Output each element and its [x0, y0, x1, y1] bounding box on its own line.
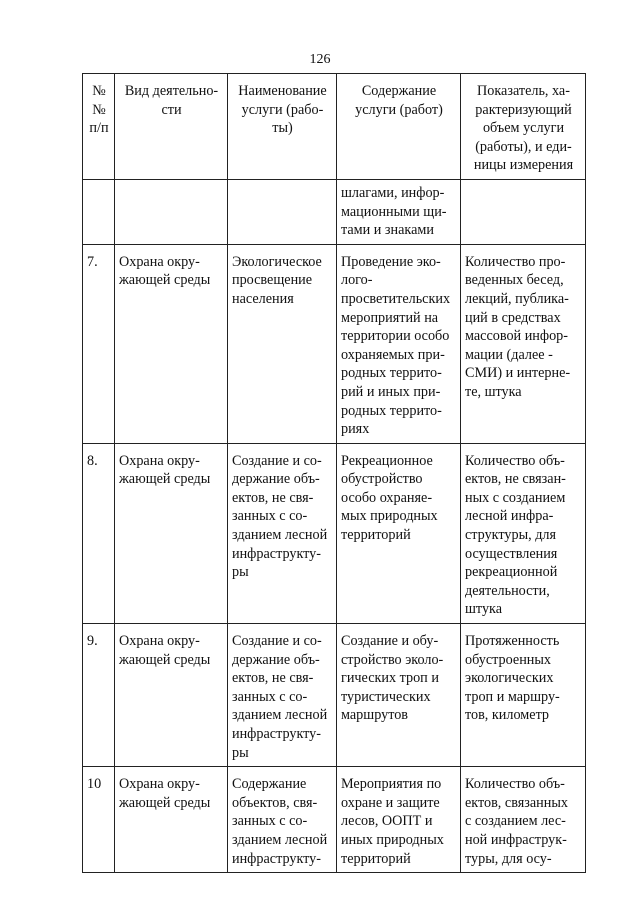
row-service-content: Создание и обу- стройство эколо- гических троп и туристических маршрутов	[337, 624, 461, 767]
header-activity: Вид деятельно- сти	[115, 74, 228, 180]
header-number: № № п/п	[83, 74, 115, 180]
row-indicator: Количество про- веденных бесед, лекций, публика- ций в средствах массовой инфор- мации (далее - СМИ) и интерне- те, штука	[461, 244, 586, 443]
services-table	[82, 73, 586, 873]
row-service-name: Содержание объектов, свя- занных с со- зданием лесной инфраструкту-	[228, 767, 337, 873]
row-activity: Охрана окру- жающей среды	[115, 767, 228, 873]
header-indicator: Показатель, ха- рактеризующий объем услуги (работы), и еди- ницы измерения	[461, 74, 586, 180]
table-row	[83, 624, 586, 767]
table-cell: шлагами, инфор- мационными щи- тами и знаками	[337, 179, 461, 244]
table-row	[83, 244, 586, 443]
row-number: 8.	[83, 443, 115, 623]
row-service-name: Экологическое просвещение населения	[228, 244, 337, 443]
row-service-content: Рекреационное обустройство особо охраняе- мых природных территорий	[337, 443, 461, 623]
row-service-name: Создание и со- держание объ- ектов, не свя- занных с со- зданием лесной инфраструкту- ры	[228, 624, 337, 767]
row-activity: Охрана окру- жающей среды	[115, 624, 228, 767]
table-header-row	[83, 74, 586, 180]
row-indicator: Количество объ- ектов, связанных с созданием лес- ной инфраструк- туры, для осу-	[461, 767, 586, 873]
row-indicator: Количество объ- ектов, не связан- ных с созданием лесной инфра- структуры, для осуществления рекреационной деятельности, штука	[461, 443, 586, 623]
row-service-content: Проведение эко- лого- просветительских мероприятий на территории особо охраняемых при- родных террито- рий и иных при- родных террито- риях	[337, 244, 461, 443]
row-service-content: Мероприятия по охране и защите лесов, ООПТ и иных природных территорий	[337, 767, 461, 873]
table-row	[83, 443, 586, 623]
row-activity: Охрана окру- жающей среды	[115, 244, 228, 443]
table-row	[83, 767, 586, 873]
table-cell	[115, 179, 228, 244]
row-number: 7.	[83, 244, 115, 443]
row-service-name: Создание и со- держание объ- ектов, не свя- занных с со- зданием лесной инфраструкту- ры	[228, 443, 337, 623]
header-service-name: Наименование услуги (рабо- ты)	[228, 74, 337, 180]
page-number: 126	[309, 52, 331, 67]
row-indicator: Протяженность обустроенных экологических троп и маршру- тов, километр	[461, 624, 586, 767]
table-row-continuation	[83, 179, 586, 244]
table-cell	[228, 179, 337, 244]
row-activity: Охрана окру- жающей среды	[115, 443, 228, 623]
row-number: 9.	[83, 624, 115, 767]
row-number: 10	[83, 767, 115, 873]
table-cell	[461, 179, 586, 244]
table-cell	[83, 179, 115, 244]
header-service-content: Содержание услуги (работ)	[337, 74, 461, 180]
